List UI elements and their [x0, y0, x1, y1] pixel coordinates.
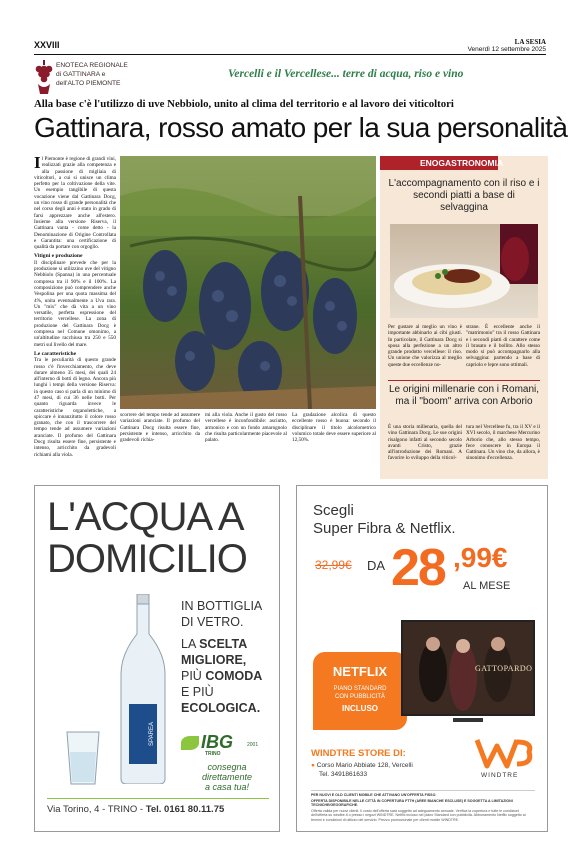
ibg-brand: IBG [201, 732, 234, 752]
article-paragraph-1: l Piemonte è regione di grandi vini, realizzati grazie alla competenza e alla passione di migliaia di viticoltori, a cui si unisce un clima perfetto per la coltivazione della vite. Un esempio tangibile di questa vocazione viene dal Gattinara Docg, un vino rosso di grande personalità che nel corso degli anni è stato in grado di farsi apprezzare anche all'estero. Insieme alla versione Riserva, il Gattinara vanta - come detto - la Denominazione di Origine Controllata e Garantita: una certificazione di qualità da portare con orgoglio. [34, 156, 116, 251]
sidebar-title-1: L'accompagnamento con il riso e i secondi piatti a base di selvaggina [388, 178, 540, 213]
netflix-badge-logo: NETFLIX [332, 664, 388, 679]
copy-line-3: LA SCELTA [181, 637, 248, 651]
old-price: 32,99€ [315, 558, 352, 572]
bottle-label-text: SPAREA [149, 722, 155, 746]
copy-line-6: E PIÙ [181, 685, 214, 699]
windtre-headline-2: Super Fibra & Netflix. [313, 520, 456, 537]
grape-logo-icon [34, 60, 54, 94]
address-text: Via Torino, 4 - TRINO - [47, 804, 146, 815]
article-column-4-bottom: La gradazione alcolica di questo eccellente rosso è buona: secondo il disciplinare il titolo alcolometrico volumico totale deve essere superiore al 12,50%. [292, 412, 376, 444]
enoteca-logo [34, 58, 144, 98]
article-kicker: Alla base c'è l'utilizzo di uve Nebbiolo, unito al clima del territorio e al lavoro dei viticoltori [34, 98, 454, 110]
windtre-logo-icon [473, 736, 537, 770]
article-headline: Gattinara, rosso amato per la sua personalità [34, 112, 568, 143]
copy-line-4: MIGLIORE, [181, 653, 247, 667]
netflix-badge-l1: PIANO STANDARD [333, 686, 387, 692]
subheading-vitigni: Vitigni e produzione [34, 253, 83, 260]
article-column-1 [34, 156, 116, 476]
fine-print-3: Offerta valida per nuovi clienti. Il costo dell'offerta sarà soggetto ad adeguamento annuale. Verifica la copertura e tutte le condizioni dell'offerta su windtre.it o presso i negozi WINDTRE. Netflix incluso nel piano Standard con pubblicità. Abbonamento Netflix soggetto ai termini e condizioni di utilizzo del servizio. Prezzo promozionale per clienti mobile WINDTRE. [311, 809, 526, 822]
ibg-sub: TRINO [205, 751, 221, 757]
article-column-2-bottom: scorrere del tempo tende ad assumere variazioni aranciate. Il profumo del Gattinara Docg risulta essere fine, persistente e intenso, arricchito da gradevoli richia- [120, 412, 200, 444]
food-photo [390, 224, 538, 318]
fine-print-1: PER NUOVI E OLD CLIENTI MOBILE CHE ATTIVANO UN'OFFERTA FISSO. [311, 793, 437, 797]
water-ad[interactable] [34, 485, 280, 832]
food-plate-image [390, 224, 538, 318]
windtre-brand-text: WINDTRE [481, 772, 519, 779]
article-paragraph-2: Il disciplinare prevede che per la produzione si utilizzino uve del vitigno Nebbiolo (Spanna) in una percentuale compresa tra il 90% e il 100%. La composizione può comprendere anche Vespolina per una quota massima del 4%, unita eventualmente a Uva rara. Un "mix" che dà vita a un vino versatile, perfetta espressione del territorio vercellese. La zona di produzione del Gattinara Docg è compresa nel Comune omonimo, a un'altitudine racchiusa tra 250 e 550 metri sul livello del mare. [34, 259, 116, 348]
fine-print-2: OFFERTA DISPONIBILE NELLE CITTÀ IN COPERTURA FTTH (AREE BIANCHE ESCLUSE) E SOGGETTA A LIMITAZIONI TECNICHE/GEOGRAFICHE. [311, 799, 513, 808]
sidebar-text-2b: tura nel Vercellese fu, tra il XV e il XVI secolo, il marchese Mercurino Arborio che, allo stesso tempo, fece conoscere in Europa il Gattinara. Un vino che, da allora, è sinonimo d'eccellenza. [466, 424, 540, 462]
store-address [311, 762, 413, 769]
vineyard-photo [120, 156, 376, 409]
location-pin-icon: ● [311, 762, 315, 769]
windtre-headline-1: Scegli [313, 502, 354, 519]
netflix-badge-l3: INCLUSO [342, 704, 378, 713]
store-address-text: Corso Mario Abbiate 128, Vercelli [316, 762, 413, 769]
tv-stand [453, 718, 483, 722]
price-da: DA [367, 558, 386, 573]
ibg-logo [181, 732, 271, 758]
grape-cluster-image [120, 156, 376, 409]
windtre-fine-rule [311, 790, 535, 791]
water-ad-headline: L'ACQUA A DOMICILIO [47, 495, 247, 581]
sidebar-text-1a: Per gustare al meglio un vino è importante abbinarlo ai cibi giusti. In particolare, il Gattinara Docg si sposa alla perfezione a un altro grande prodotto vercellese: il riso. Un unione che valorizza al meglio queste due eccellenze no- [388, 324, 462, 368]
slogan-line-1: consegna [207, 762, 247, 772]
tv-show-title: GATTOPARDO [475, 664, 533, 673]
article-paragraph-3: Tra le peculiarità di questo grande rosso c'è l'invecchiamento, che deve durare almeno 35 mesi, dei quali 24 all'interno di botti di legno. Ancora più lunghi i tempi della versione Riserva: in questo caso si parla di un minimo di 47 mesi, di cui 36 nelle botti. Per quanto riguarda invece le caratteristiche organolettiche, a spiccare è innanzitutto il colore rosso granato, che con il trascorrere del tempo tende ad assumere variazioni aranciate. Il profumo del Gattinara Docg risulta essere fine, persistente e intenso, arricchito da gradevoli richiami alla viola. [34, 357, 116, 458]
store-title: WINDTRE STORE DI: [311, 748, 406, 759]
copy-line-7: ECOLOGICA. [181, 701, 261, 715]
subheading-caratteristiche: Le caratteristiche [34, 350, 77, 357]
ibg-swoosh-icon [181, 736, 199, 750]
slogan-line-3: a casa tua! [204, 782, 250, 792]
copy-line-2: DI VETRO. [181, 615, 244, 629]
netflix-badge [313, 652, 407, 730]
page-number: XXVIII [34, 40, 60, 50]
logo-line-1: ENOTECA REGIONALE [56, 62, 128, 69]
water-ad-copy [181, 598, 262, 716]
phone-text: Tel. 0161 80.11.75 [145, 804, 225, 815]
netflix-badge-l2: CON PUBBLICITÀ [334, 694, 385, 700]
sidebar-divider [388, 380, 540, 381]
ibg-year: 2001 [247, 742, 259, 748]
tv-image [401, 620, 535, 716]
section-tagline: Vercelli e il Vercellese... terre di acqua, riso e vino [228, 68, 464, 80]
copy-line-5: PIÙ COMODA [181, 669, 263, 683]
water-ad-slogan [181, 762, 273, 792]
logo-line-3: dell'ALTO PIEMONTE [56, 80, 121, 87]
copy-line-1: IN BOTTIGLIA [181, 599, 263, 613]
paper-name: LA SESIA [514, 38, 546, 46]
water-ad-footer-rule [47, 798, 269, 799]
price-integer: 28 [391, 539, 445, 597]
slogan-line-2: direttamente [201, 772, 253, 782]
windtre-logo [473, 736, 537, 782]
windtre-ad[interactable] [296, 485, 548, 832]
article-column-3-bottom: mi alla viola. Anche il gusto del rosso vercellese è inconfondibile: asciutto, armonico e con un fondo amarognolo che risulta particolarmente piacevole al palato. [205, 412, 287, 444]
enogastronomia-label: ENOGASTRONOMIA [380, 156, 498, 170]
sidebar-text-2a: È una storia millenaria, quella del vino Gattinara Docg. Le sue origini risalgono infatti al secondo secolo avanti Cristo, grazie all'introduzione dei Romani. A favorire lo sviluppo della viticol- [388, 424, 462, 462]
al-mese: AL MESE [463, 580, 511, 592]
price-decimal: ,99€ [453, 542, 508, 573]
header-rule [34, 54, 546, 55]
enogastronomia-box [380, 156, 548, 479]
issue-date: Venerdì 12 settembre 2025 [467, 46, 546, 53]
logo-line-2: di GATTINARA e [56, 71, 106, 78]
water-glass-image [63, 730, 103, 786]
store-phone: Tel. 3491861633 [319, 771, 368, 778]
sidebar-text-1b: strane. È eccellente anche il "matrimonio" tra il rosso Gattinara e i secondi piatti di carattere come il brasato e il bollito. Allo stesso modo si può accompagnarlo alla selvaggina: partendo a base di capriolo e lepre sono ottimali. [466, 324, 540, 368]
sidebar-title-2: Le origini millenarie con i Romani, ma il "boom" arriva con Arborio [388, 384, 540, 407]
water-bottle-image [115, 594, 171, 784]
water-ad-address [47, 804, 224, 815]
drop-cap: I [34, 156, 41, 172]
